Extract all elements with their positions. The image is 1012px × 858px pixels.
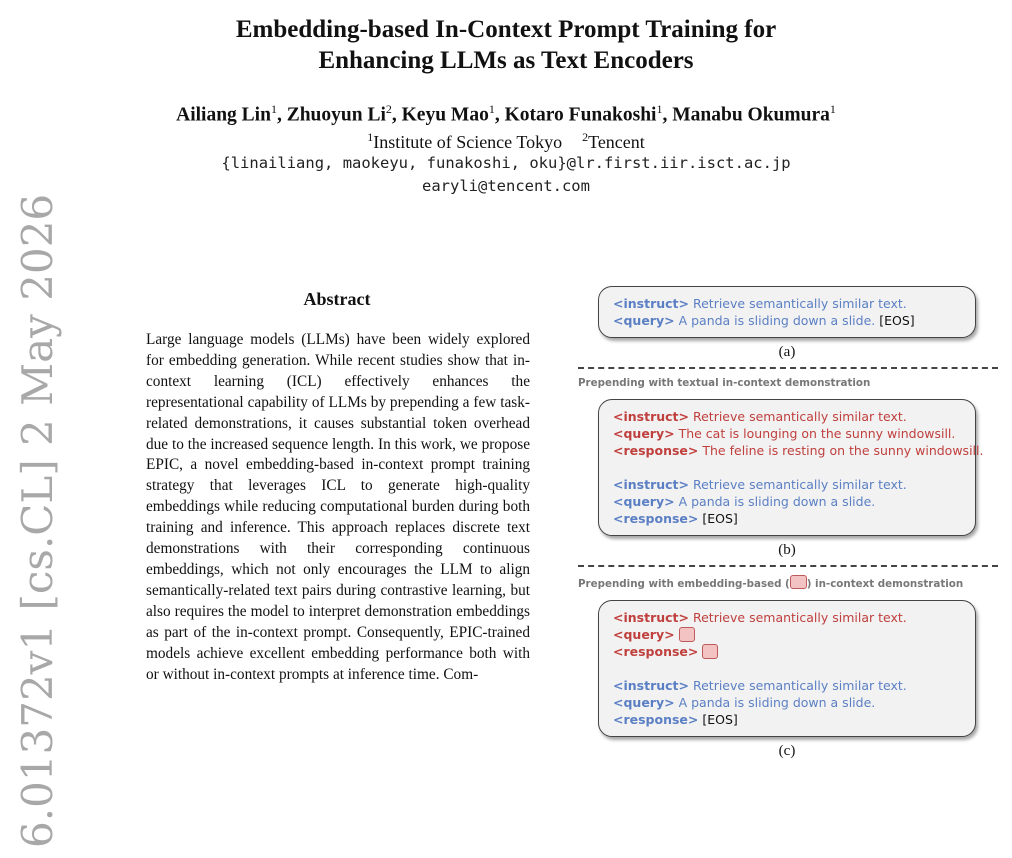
author-affiliation-mark: 1	[829, 102, 836, 116]
author-name: Zhuoyun Li	[286, 104, 386, 126]
arxiv-watermark	[13, 193, 74, 858]
title-line-2: Enhancing LLMs as Text Encoders	[318, 47, 694, 74]
instruct-line	[613, 295, 963, 312]
instruction-text: Retrieve semantically similar text.	[692, 610, 907, 625]
prompt-box-b	[598, 399, 984, 536]
demo-response-line	[613, 442, 984, 459]
demo-response-line	[613, 643, 963, 660]
paper-title	[0, 14, 1012, 76]
query-tag: <query>	[613, 627, 675, 642]
eos-token: [EOS]	[879, 313, 915, 328]
author-email-1: {linailiang, maokeyu, funakoshi, oku}@lr.first.iir.isct.ac.jp	[221, 154, 791, 172]
affiliation-name: Institute of Science Tokyo	[373, 132, 563, 152]
instruct-tag: <instruct>	[613, 610, 689, 625]
instruction-text: Retrieve semantically similar text.	[692, 296, 907, 311]
author-affiliation-mark: 2	[385, 102, 392, 116]
label-embedding-suffix: ) in-context demonstration	[806, 578, 964, 590]
query-text: A panda is sliding down a slide.	[678, 494, 876, 509]
affiliation-number: 1	[367, 130, 374, 144]
author-email-2: earyli@tencent.com	[422, 177, 590, 195]
author-name: Manabu Okumura	[672, 104, 830, 126]
query-text: A panda is sliding down a slide.	[678, 313, 876, 328]
abstract-heading: Abstract	[303, 289, 371, 309]
author-name: Ailiang Lin	[176, 104, 271, 126]
response-tag: <response>	[613, 712, 699, 727]
author-affiliation-mark: 1	[270, 102, 277, 116]
instruction-text: Retrieve semantically similar text.	[692, 678, 907, 693]
caption-a: (a)	[778, 344, 796, 360]
demo-query-line	[613, 626, 963, 643]
affiliation-name: Tencent	[588, 132, 645, 152]
demo-query-line	[613, 425, 963, 442]
author-affiliation-mark: 1	[656, 102, 663, 116]
instruct-tag: <instruct>	[613, 296, 689, 311]
demo-instruct-line	[613, 408, 963, 425]
eos-token: [EOS]	[702, 511, 738, 526]
demo-instruct-line	[613, 609, 963, 626]
query-tag: <query>	[613, 695, 675, 710]
label-textual-demonstration: Prepending with textual in-context demonstration	[578, 377, 871, 389]
query-tag: <query>	[613, 313, 675, 328]
label-embedding-prefix: Prepending with embedding-based (	[578, 578, 790, 590]
query-tag: <query>	[613, 494, 675, 509]
query-text: A panda is sliding down a slide.	[678, 695, 876, 710]
query-tag: <query>	[613, 426, 675, 441]
caption-c: (c)	[778, 743, 796, 759]
embedding-token-icon	[790, 575, 807, 589]
instruct-tag: <instruct>	[613, 409, 689, 424]
query-line	[613, 312, 963, 329]
title-line-1: Embedding-based In-Context Prompt Training for	[235, 16, 777, 43]
instruct-line	[613, 677, 963, 694]
demo-query-text: The cat is lounging on the sunny windowsill.	[678, 426, 956, 441]
affiliation-number: 2	[582, 130, 589, 144]
embedding-token-icon	[702, 644, 718, 659]
arxiv-identifier: 6.01372v1 [cs.CL] 2 May 2026	[13, 193, 62, 848]
instruction-text: Retrieve semantically similar text.	[692, 477, 907, 492]
query-line	[613, 493, 963, 510]
demo-response-text: The feline is resting on the sunny windowsill.	[702, 443, 984, 458]
author-name: Kotaro Funakoshi	[504, 104, 657, 126]
affiliations	[0, 130, 1012, 153]
eos-token: [EOS]	[702, 712, 738, 727]
response-tag: <response>	[613, 644, 699, 659]
instruct-line	[613, 476, 963, 493]
embedding-token-icon	[679, 627, 695, 642]
author-name: Keyu Mao	[401, 104, 489, 126]
query-line	[613, 694, 963, 711]
section-divider	[578, 367, 998, 369]
section-divider	[578, 565, 998, 567]
prompt-box-a	[598, 286, 976, 338]
response-tag: <response>	[613, 511, 699, 526]
prompt-box-c	[598, 600, 976, 737]
figure-1	[578, 286, 998, 760]
response-line	[613, 711, 963, 728]
instruct-tag: <instruct>	[613, 477, 689, 492]
label-embedding-demonstration	[578, 575, 998, 590]
author-affiliation-mark: 1	[488, 102, 495, 116]
instruction-text: Retrieve semantically similar text.	[692, 409, 907, 424]
response-tag: <response>	[613, 443, 699, 458]
caption-b: (b)	[778, 542, 796, 558]
instruct-tag: <instruct>	[613, 678, 689, 693]
abstract-text: Large language models (LLMs) have been widely explored for embedding generation. While recent studies show that in-context learning (ICL) effectively enhances the representational capability of LLMs by prepending a few task-related demonstrations, it causes substantial token overhead due to the increased sequence length. In this work, we propose EPIC, a novel embedding-based in-context prompt training strategy that leverages ICL to generate high-quality embeddings while reducing computational burden during both training and inference. This approach replaces discrete text demonstrations with their corresponding continuous embeddings, which not only encourages the LLM to align semantically-related text pairs during contrastive learning, but also requires the model to interpret demonstration embeddings as part of the in-context prompt. Consequently, EPIC-trained models achieve excellent embedding performance both with or without in-context prompts at inference time. Com-	[146, 331, 530, 683]
author-list: Ailiang Lin$^1$, Zhuoyun Li$^2$, Keyu Mao$^1$, Kotaro Funakoshi$^1$, Manabu Okumura$^1$	[176, 102, 836, 126]
response-line	[613, 510, 963, 527]
